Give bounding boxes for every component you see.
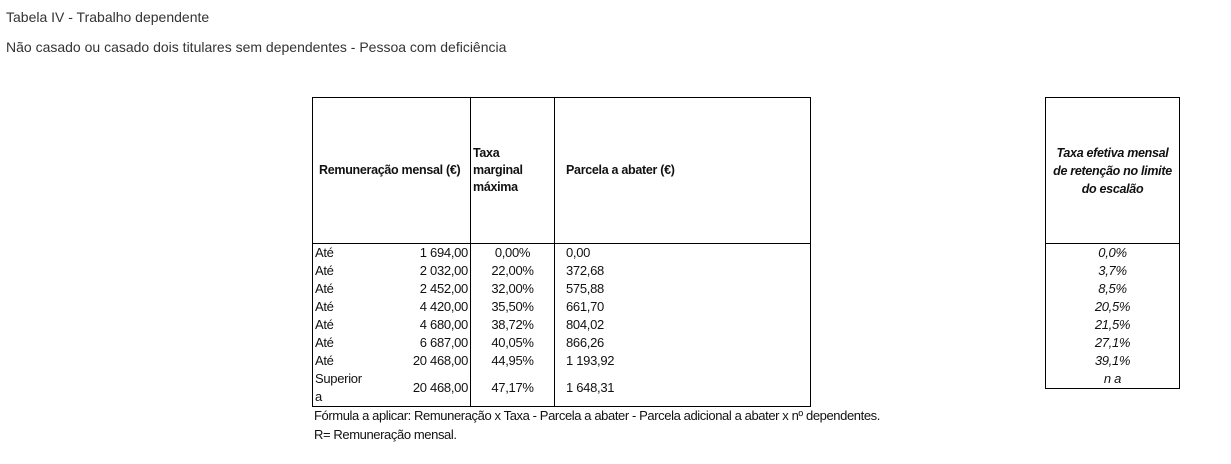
remuneration-note: R= Remuneração mensal.: [314, 427, 457, 442]
row-rate: 44,95%: [471, 352, 555, 370]
row-value: 4 680,00: [371, 316, 471, 334]
header-remuneracao: Remuneração mensal (€): [313, 98, 471, 244]
header-parcela: Parcela a abater (€): [555, 98, 811, 244]
effective-rate-cell: n a: [1046, 370, 1180, 389]
table-row: [313, 334, 811, 352]
row-parcela: 372,68: [555, 262, 811, 280]
header-taxa-line1: Taxa: [473, 146, 500, 160]
row-rate: 0,00%: [471, 244, 555, 263]
table-row: [313, 298, 811, 316]
row-label: Até: [313, 334, 371, 352]
row-parcela: 804,02: [555, 316, 811, 334]
table-row: [313, 280, 811, 298]
table-row: [313, 316, 811, 334]
effective-rate-cell: 20,5%: [1046, 298, 1180, 316]
table-row: [313, 352, 811, 370]
formula-note: Fórmula a aplicar: Remuneração x Taxa - Parcela a abater - Parcela adicional a abater x nº dependentes.: [314, 408, 880, 423]
row-parcela: 575,88: [555, 280, 811, 298]
row-parcela: 1 648,31: [555, 370, 811, 407]
row-value: 2 452,00: [371, 280, 471, 298]
effective-header-line3: do escalão: [1081, 181, 1144, 196]
page-subtitle: Não casado ou casado dois titulares sem dependentes - Pessoa com deficiência: [6, 39, 507, 55]
header-taxa-line2: marginal: [473, 163, 523, 177]
effective-rate-cell: 8,5%: [1046, 280, 1180, 298]
withholding-table: [312, 97, 811, 407]
table-row: [313, 370, 811, 407]
header-taxa-marginal: [471, 98, 555, 244]
effective-header-row: [1046, 98, 1180, 244]
row-value: 20 468,00: [371, 370, 471, 407]
row-label: Até: [313, 316, 371, 334]
row-label: Superior a: [313, 370, 371, 407]
effective-header-line1: Taxa efetiva mensal: [1056, 145, 1169, 160]
effective-rate-cell: 3,7%: [1046, 262, 1180, 280]
row-value: 20 468,00: [371, 352, 471, 370]
row-label: Até: [313, 244, 371, 263]
row-rate: 47,17%: [471, 370, 555, 407]
effective-rate-table: [1045, 97, 1180, 389]
effective-rate-cell: 0,0%: [1046, 244, 1180, 263]
row-label: Até: [313, 298, 371, 316]
row-rate: 40,05%: [471, 334, 555, 352]
page-title: Tabela IV - Trabalho dependente: [6, 9, 210, 25]
header-taxa-line3: máxima: [473, 180, 518, 194]
row-value: 1 694,00: [371, 244, 471, 263]
row-rate: 38,72%: [471, 316, 555, 334]
effective-rate-cell: 27,1%: [1046, 334, 1180, 352]
effective-header-line2: de retenção no limite: [1053, 163, 1172, 178]
row-parcela: 866,26: [555, 334, 811, 352]
row-value: 2 032,00: [371, 262, 471, 280]
row-parcela: 0,00: [555, 244, 811, 263]
table-row: [313, 262, 811, 280]
row-value: 6 687,00: [371, 334, 471, 352]
header-taxa-efetiva: [1046, 98, 1180, 244]
row-label: Até: [313, 280, 371, 298]
row-rate: 35,50%: [471, 298, 555, 316]
row-rate: 22,00%: [471, 262, 555, 280]
table-row: [313, 244, 811, 263]
effective-rate-cell: 21,5%: [1046, 316, 1180, 334]
effective-rate-cell: 39,1%: [1046, 352, 1180, 370]
row-value: 4 420,00: [371, 298, 471, 316]
row-label: Até: [313, 352, 371, 370]
row-parcela: 1 193,92: [555, 352, 811, 370]
table-header-row: [313, 98, 811, 244]
row-parcela: 661,70: [555, 298, 811, 316]
row-rate: 32,00%: [471, 280, 555, 298]
row-label: Até: [313, 262, 371, 280]
